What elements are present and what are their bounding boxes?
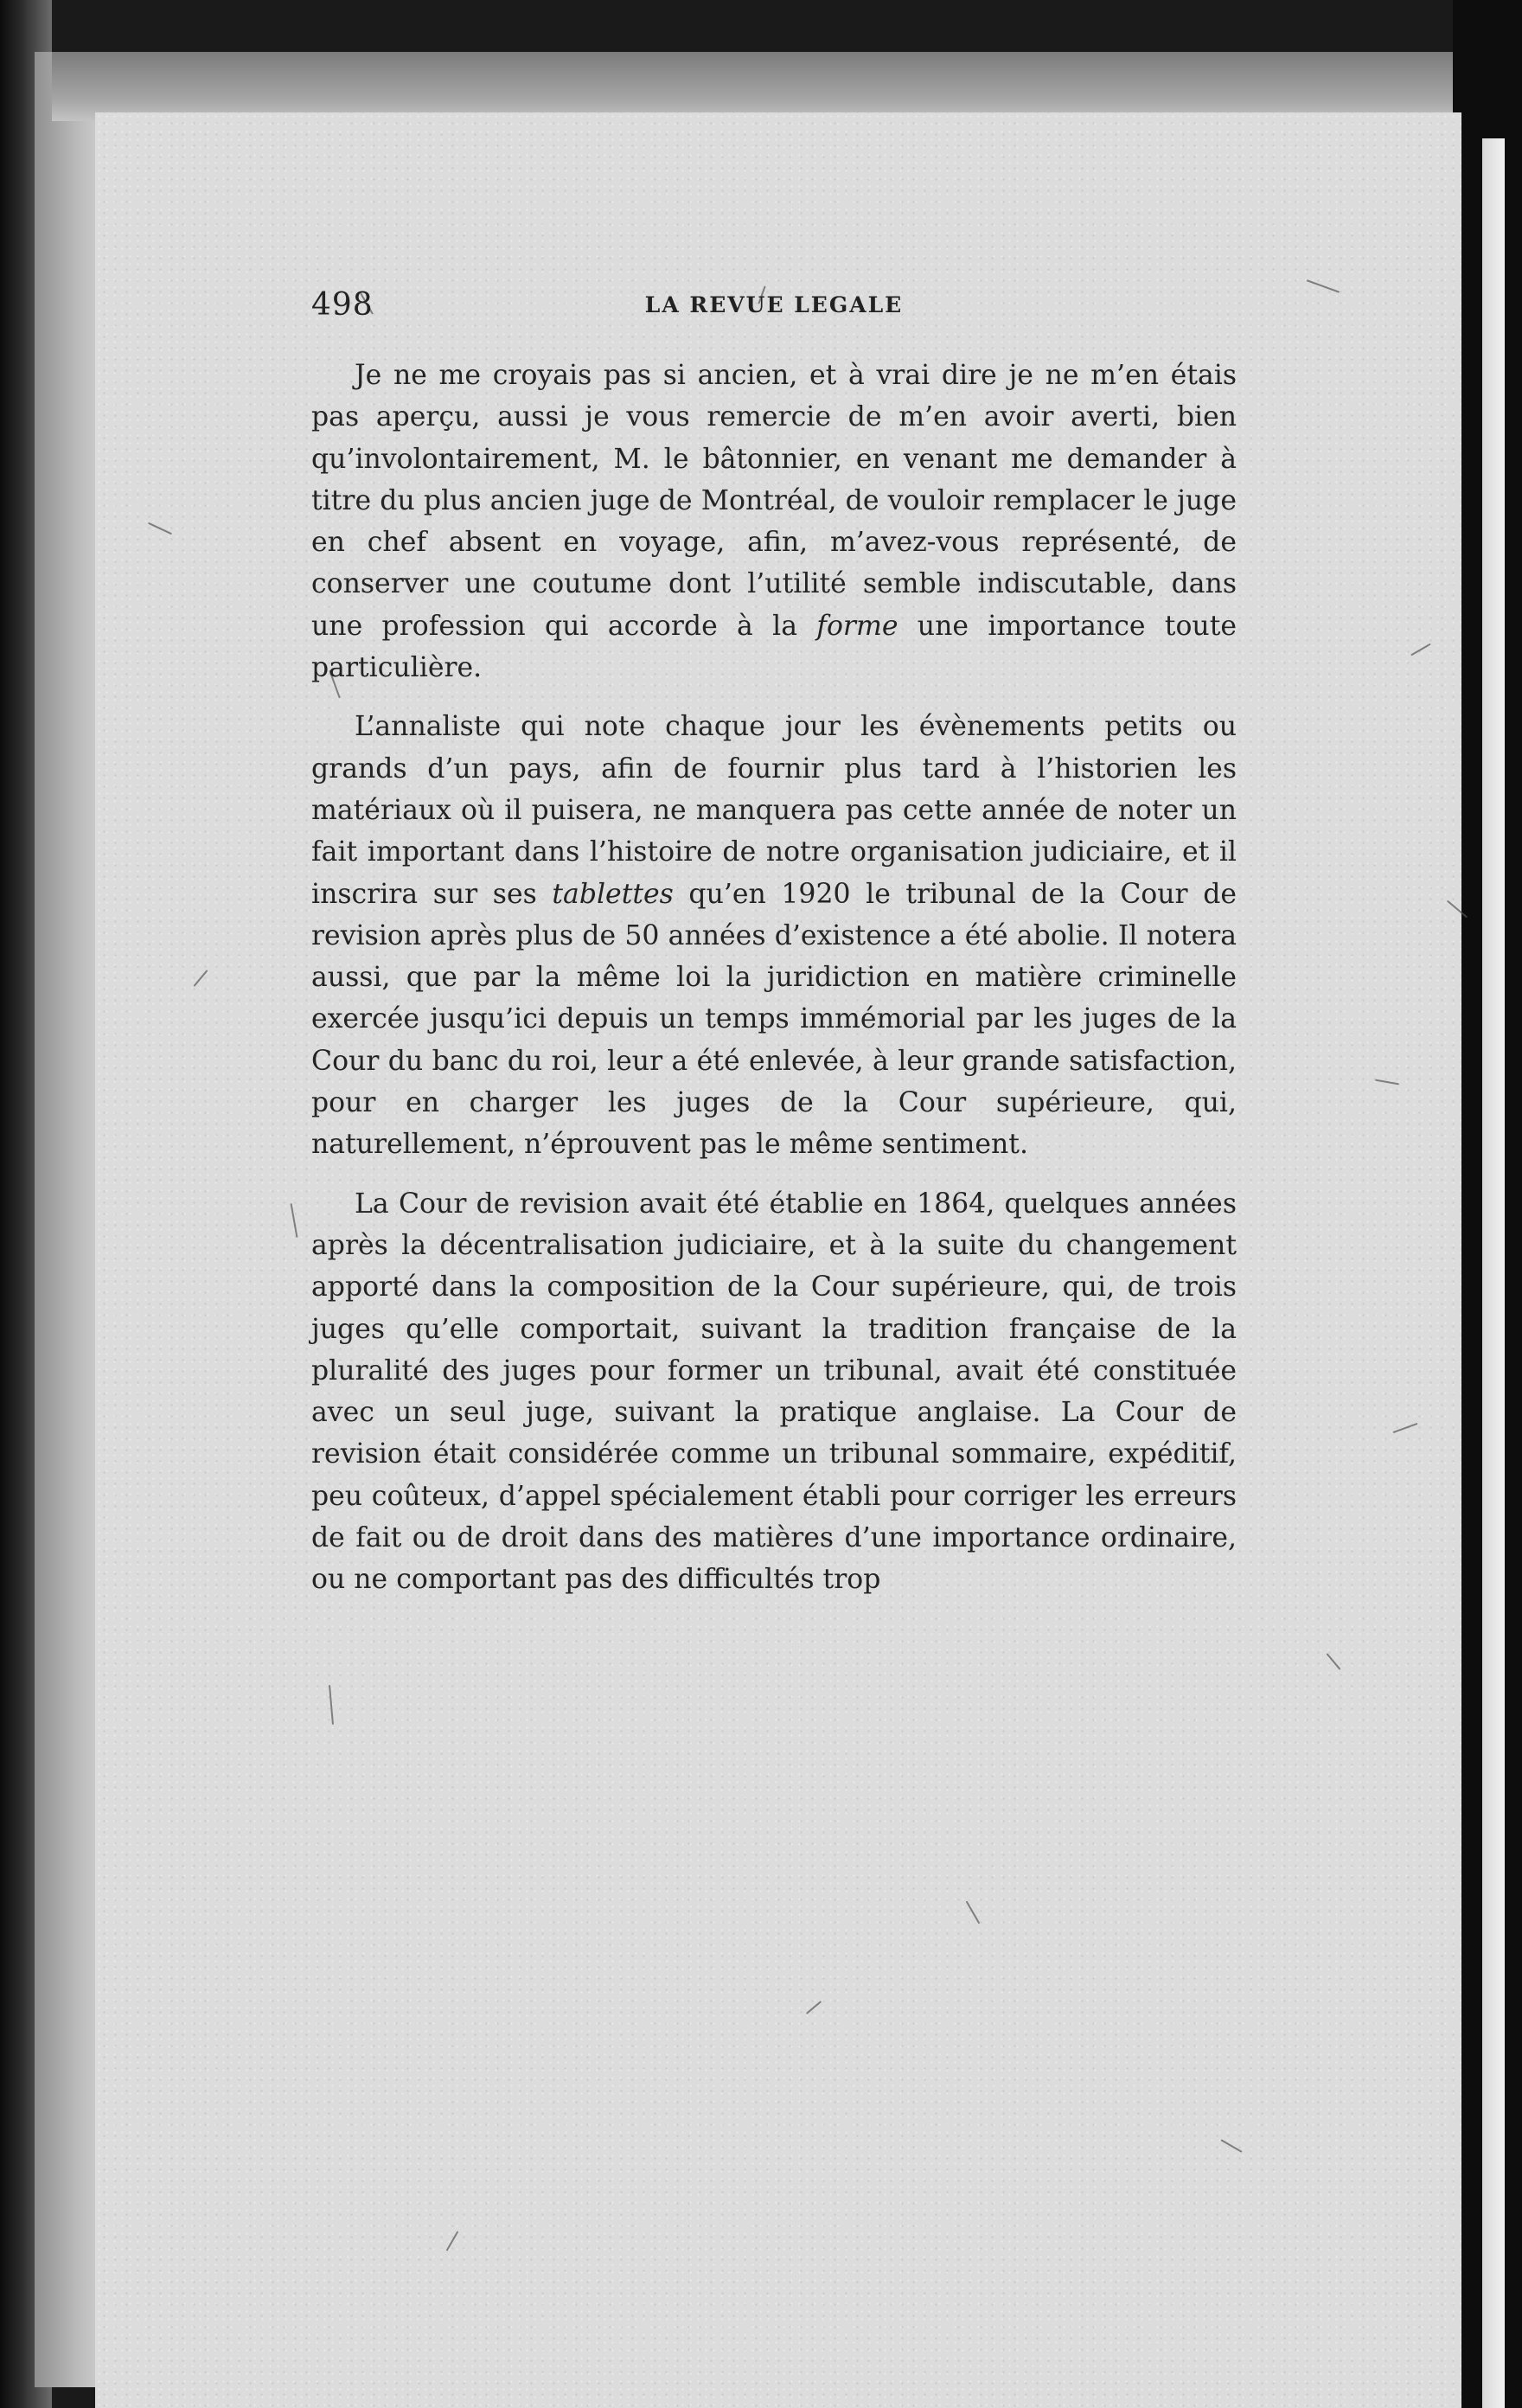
- paragraph-2: [311, 706, 1237, 1165]
- running-title: LA REVUE LEGALE: [644, 292, 904, 317]
- page-header: [311, 287, 1237, 330]
- paragraph-1-text: Je ne me croyais pas si ancien, et à vrai dire je ne m’en étais pas aperçu, aussi je vous remercie de m’en avoir averti, bien qu’involontairement, M. le bâtonnier, en venant me demander à titre du plus ancien juge de Montréal, de vouloir remplacer le juge en chef absent en voyage, afin, m’avez-vous représenté, de conserver une coutume dont l’utilité semble indiscutable, dans une profession qui accorde à la: [311, 360, 1237, 642]
- underlying-page-top: [52, 52, 1461, 121]
- underlying-page-edge: [35, 52, 104, 2387]
- page-number: 498: [311, 287, 374, 323]
- paragraph-2-text-end: qu’en 1920 le tribunal de la Cour de revision après plus de 50 années d’existence a été abolie. Il notera aussi, que par la même loi la juridiction en matière criminelle exercée jusqu’ici depuis un temps immémorial par les juges de la Cour du banc du roi, leur a été enlevée, à leur grande satisfaction, pour en charger les juges de la Cour supérieure, qui, naturellement, n’éprouvent pas le même sentiment.: [311, 878, 1237, 1161]
- paragraph-3-text: La Cour de revision avait été établie en 1864, quelques années après la décentralisation judiciaire, et à la suite du changement apporté dans la composition de la Cour supérieure, qui, de trois juges qu’elle comportait, suivant la tradition française de la pluralité des juges pour former un tribunal, avait été constituée avec un seul juge, suivant la pratique anglaise. La Cour de revision était considérée comme un tribunal sommaire, expéditif, peu coûteux, d’appel spécialement établi pour corriger les erreurs de fait ou de droit dans des matières d’une importance ordinaire, ou ne comportant pas des difficultés trop: [311, 1188, 1237, 1596]
- paragraph-1: [311, 355, 1237, 688]
- facing-page-strip: [1482, 138, 1505, 2408]
- paragraph-2-text: L’annaliste qui note chaque jour les évènements petits ou grands d’un pays, afin de fournir plus tard à l’historien les matériaux où il puisera, ne manquera pas cette année de noter un fait important dans l’histoire de notre organisation judiciaire, et il inscrira sur ses: [311, 711, 1237, 910]
- paragraph-1-italic: forme: [816, 610, 898, 642]
- body-text: [311, 355, 1237, 1618]
- paragraph-3: [311, 1183, 1237, 1601]
- paragraph-1-text-end: une importance toute particulière.: [311, 610, 1237, 684]
- paragraph-2-italic: tablettes: [552, 878, 674, 910]
